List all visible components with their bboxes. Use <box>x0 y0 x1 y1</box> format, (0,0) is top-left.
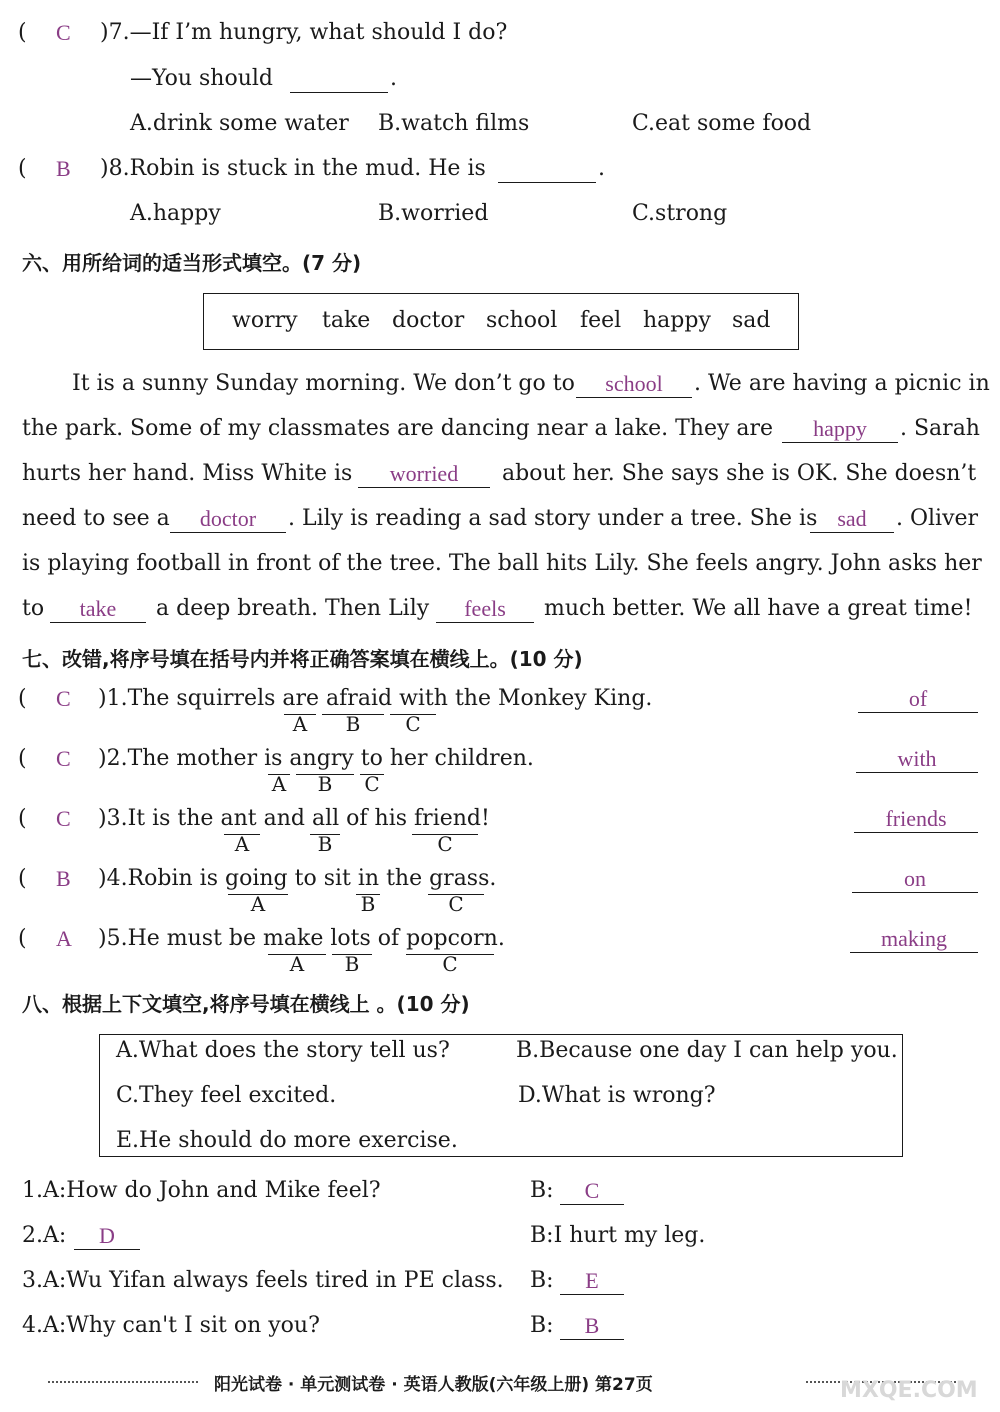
dialog2-a: 2.A: <box>22 1223 67 1248</box>
dialog4-b: B: <box>530 1313 554 1338</box>
s7-item1-sentence: )1.The squirrels are afraid with the Monkey King. <box>98 686 653 711</box>
q8-question: )8.Robin is stuck in the mud. He is <box>100 156 486 181</box>
s7-item1-answer: C <box>56 686 71 711</box>
dialog1-a: 1.A:How do John and Mike feel? <box>22 1178 381 1203</box>
dialog1-b: B: <box>530 1178 554 1203</box>
s7-item1-label-c: C <box>405 712 421 736</box>
option-d: D.What is wrong? <box>518 1083 716 1108</box>
q8-paren-open: ( <box>18 156 27 181</box>
s7-item2-answer: C <box>56 746 71 771</box>
s7-item1-label-a: A <box>292 712 308 736</box>
option-e: E.He should do more exercise. <box>116 1128 458 1153</box>
option-c: C.They feel excited. <box>116 1083 337 1108</box>
q7-blank[interactable] <box>290 66 388 93</box>
section6-heading: 六、用所给词的适当形式填空。(7 分) <box>22 251 362 275</box>
q7-answer: C <box>56 20 71 45</box>
s7-item5-label-b: B <box>344 952 360 976</box>
dialog3-blank[interactable]: E <box>560 1268 624 1295</box>
dialog4-a: 4.A:Why can't I sit on you? <box>22 1313 320 1338</box>
s7-item1-paren: ( <box>18 686 27 711</box>
s7-item1-label-b: B <box>345 712 361 736</box>
s7-item4-answer: B <box>56 866 71 891</box>
q7-question: )7.—If I’m hungry, what should I do? <box>100 20 508 45</box>
s7-item5-answer: A <box>56 926 72 951</box>
passage-line6-c: much better. We all have a great time! <box>544 596 973 621</box>
word-happy: happy <box>643 308 711 333</box>
passage-line3-a: hurts her hand. Miss White is <box>22 461 353 486</box>
section7-heading: 七、改错,将序号填在括号内并将正确答案填在横线上。(10 分) <box>22 647 583 671</box>
s7-item2-sentence: )2.The mother is angry to her children. <box>98 746 534 771</box>
s7-item5-label-c: C <box>442 952 458 976</box>
word-worry: worry <box>232 308 298 333</box>
passage-line1-b: . We are having a picnic in <box>694 371 990 396</box>
s7-item3-answer: C <box>56 806 71 831</box>
watermark: MXQE.COM <box>840 1378 978 1403</box>
s7-item3-label-a: A <box>234 832 250 856</box>
s7-item5-fix[interactable]: making <box>850 926 978 953</box>
dialog4-blank[interactable]: B <box>560 1313 624 1340</box>
word-doctor: doctor <box>392 308 465 333</box>
word-sad: sad <box>732 308 771 333</box>
q7-option-a: A.drink some water <box>130 111 349 136</box>
q8-blank[interactable] <box>498 156 596 183</box>
q7-option-c: C.eat some food <box>632 111 812 136</box>
s7-item5-paren: ( <box>18 926 27 951</box>
s7-item2-fix[interactable]: with <box>856 746 978 773</box>
dialog2-b: B:I hurt my leg. <box>530 1223 706 1248</box>
q7-prompt: —You should <box>130 66 274 91</box>
dialog3-a: 3.A:Wu Yifan always feels tired in PE class. <box>22 1268 504 1293</box>
word-take: take <box>322 308 371 333</box>
s7-item2-paren: ( <box>18 746 27 771</box>
s7-item3-label-b: B <box>317 832 333 856</box>
q8-option-b: B.worried <box>378 201 489 226</box>
passage-line5: is playing football in front of the tree. The ball hits Lily. She feels angry. John asks her <box>22 551 982 576</box>
passage-line6-b: a deep breath. Then Lily <box>156 596 430 621</box>
blank-doctor[interactable]: doctor <box>170 506 286 533</box>
footer-text: 阳光试卷 · 单元测试卷 · 英语人教版(六年级上册) 第27页 <box>214 1375 653 1395</box>
s7-item5-sentence: )5.He must be make lots of popcorn. <box>98 926 505 951</box>
s7-item3-paren: ( <box>18 806 27 831</box>
s7-item2-label-b: B <box>317 772 333 796</box>
s7-item4-label-b: B <box>360 892 376 916</box>
q8-option-c: C.strong <box>632 201 728 226</box>
s7-item4-fix[interactable]: on <box>852 866 978 893</box>
blank-take[interactable]: take <box>50 596 146 623</box>
s7-item4-label-c: C <box>448 892 464 916</box>
s7-item4-label-a: A <box>250 892 266 916</box>
s7-item2-label-c: C <box>364 772 380 796</box>
footer-rule-left <box>48 1381 198 1383</box>
s7-item4-sentence: )4.Robin is going to sit in the grass. <box>98 866 497 891</box>
passage-line4-a: need to see a <box>22 506 170 531</box>
s7-item2-label-a: A <box>271 772 287 796</box>
section8-heading: 八、根据上下文填空,将序号填在横线上 。(10 分) <box>22 992 470 1016</box>
s7-item3-sentence: )3.It is the ant and all of his friend! <box>98 806 490 831</box>
q7-paren-open: ( <box>18 20 27 45</box>
q7-option-b: B.watch films <box>378 111 530 136</box>
q8-option-a: A.happy <box>130 201 221 226</box>
dialog1-blank[interactable]: C <box>560 1178 624 1205</box>
word-feel: feel <box>580 308 622 333</box>
option-b: B.Because one day I can help you. <box>516 1038 898 1063</box>
dialog2-blank[interactable]: D <box>74 1223 140 1250</box>
word-school: school <box>486 308 558 333</box>
passage-line2-b: . Sarah <box>900 416 980 441</box>
s7-item1-fix[interactable]: of <box>858 686 978 713</box>
passage-line2-a: the park. Some of my classmates are dancing near a lake. They are <box>22 416 774 441</box>
passage-line3-b: about her. She says she is OK. She doesn’t <box>502 461 977 486</box>
passage-line4-c: . Oliver <box>896 506 979 531</box>
passage-line4-b: . Lily is reading a sad story under a tree. She is <box>288 506 818 531</box>
passage-line1-a: It is a sunny Sunday morning. We don’t go to <box>72 371 575 396</box>
q7-period: . <box>390 66 397 91</box>
option-a: A.What does the story tell us? <box>116 1038 450 1063</box>
passage-line6-a: to <box>22 596 45 621</box>
s7-item3-label-c: C <box>437 832 453 856</box>
q8-period: . <box>598 156 605 181</box>
blank-worried[interactable]: worried <box>358 461 490 488</box>
blank-school[interactable]: school <box>576 371 692 398</box>
q8-answer: B <box>56 156 71 181</box>
blank-feels[interactable]: feels <box>436 596 534 623</box>
s7-item4-paren: ( <box>18 866 27 891</box>
blank-happy[interactable]: happy <box>782 416 898 443</box>
dialog3-b: B: <box>530 1268 554 1293</box>
s7-item5-label-a: A <box>289 952 305 976</box>
blank-sad[interactable]: sad <box>810 506 894 533</box>
s7-item3-fix[interactable]: friends <box>854 806 978 833</box>
